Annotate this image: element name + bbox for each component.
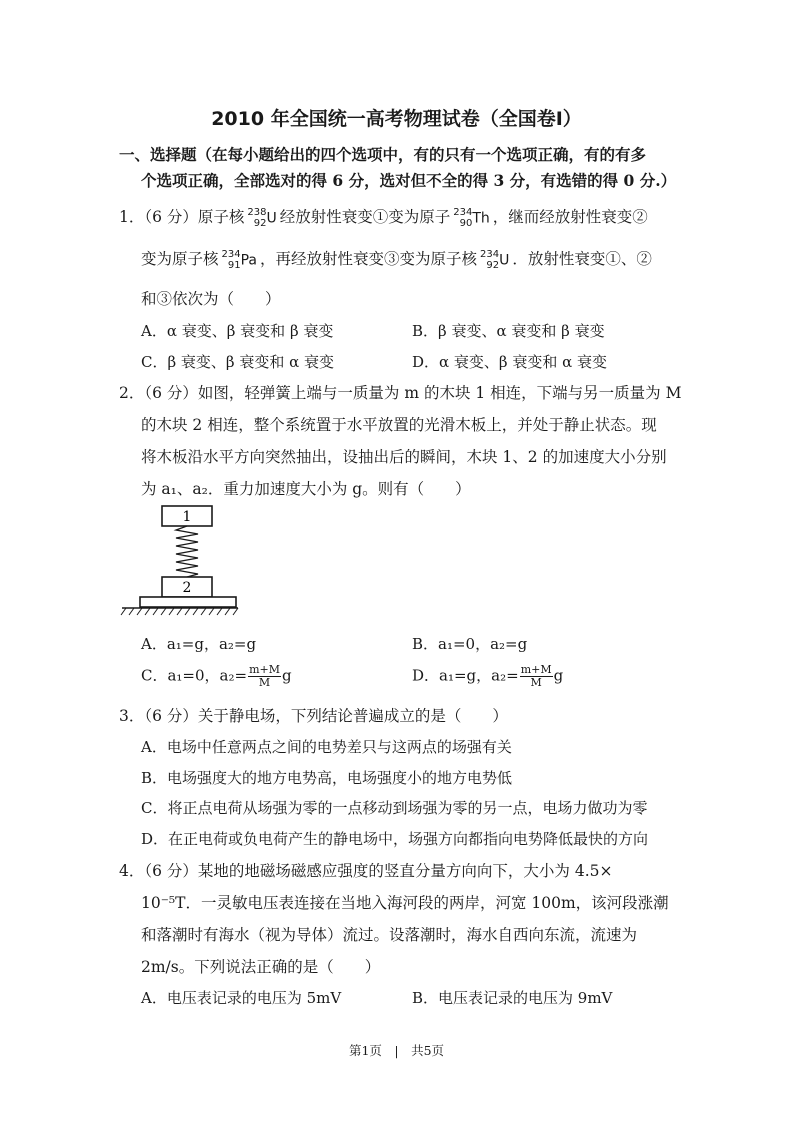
q3-option-d[interactable]: D．在正电荷或负电荷产生的静电场中，场强方向都指向电势降低最快的方向 [141,830,649,848]
section-heading-line-2: 个选项正确，全部选对的得 6 分，选对但不全的得 3 分，有选错的得 0 分.） [141,171,677,190]
q4-option-a[interactable]: A．电压表记录的电压为 5mV [141,989,342,1007]
spring [176,526,198,577]
board [140,597,236,607]
ground-hatch [121,608,238,615]
nuclide-pa234: 234 91 Pa [221,249,258,272]
q3-stem: 3．（6 分）关于静电场，下列结论普遍成立的是（ ） [119,707,508,725]
block-2-label: 2 [182,580,192,596]
q1-line-3: 和③依次为（ ） [141,290,281,308]
fraction: $\frac{m+M}{M}$ [249,663,280,689]
q3-option-c[interactable]: C．将正点电荷从场强为零的一点移动到场强为零的另一点，电场力做功为零 [141,799,648,817]
q1-text-e: ，再经放射性衰变③变为原子核 [260,250,478,268]
q2-line-3: 将木板沿水平方向突然抽出，设抽出后的瞬间，木块 1、2 的加速度大小分别 [141,448,667,466]
q1-option-a[interactable]: A．α 衰变、β 衰变和 β 衰变 [141,322,334,340]
q1-text-d: 变为原子核 [141,250,219,268]
q4-line-2: 10⁻⁵T．一灵敏电压表连接在当地入海河段的两岸，河宽 100m，该河段涨潮 [141,894,669,912]
q1-text-b: 经放射性衰变①变为原子 [279,208,451,226]
q2-line-1: 2．（6 分）如图，轻弹簧上端与一质量为 m 的木块 1 相连，下端与另一质量为 M [119,384,682,402]
spring-blocks-figure [120,504,240,622]
fraction: $\frac{m+M}{M}$ [520,663,552,689]
q2-option-b[interactable]: B．a₁=0，a₂=g [412,635,528,653]
page-title: 2010 年全国统一高考物理试卷（全国卷Ⅰ） [211,108,582,130]
q1-text-f: ．放射性衰变①、② [512,250,652,268]
section-heading [119,142,679,194]
q2-option-c[interactable]: C．a₁=0，a₂= $\frac{m+M}{M}$ g [141,663,292,689]
q2-line-4: 为 a₁、a₂．重力加速度大小为 g。则有（ ） [141,480,471,498]
q2-option-a[interactable]: A．a₁=g，a₂=g [141,635,257,653]
nuclide-th234: 234 90 Th [453,207,490,230]
q1-option-d[interactable]: D．α 衰变、β 衰变和 α 衰变 [412,353,608,371]
q1-text-c: ，继而经放射性衰变② [492,208,648,226]
q1-line-2 [141,248,652,271]
q1-line-1 [119,206,648,229]
q4-line-3: 和落潮时有海水（视为导体）流过。设落潮时，海水自西向东流，流速为 [141,926,638,944]
q2-option-d[interactable]: D．a₁=g，a₂= $\frac{m+M}{M}$ g [412,663,564,689]
block-1-label: 1 [182,509,192,525]
q2-line-2: 的木块 2 相连，整个系统置于水平放置的光滑木板上，并处于静止状态。现 [141,416,657,434]
q1-text-a: 1．（6 分）原子核 [119,208,245,226]
page-footer: 第1页 | 共5页 [348,1043,445,1058]
q4-option-b[interactable]: B．电压表记录的电压为 9mV [412,989,613,1007]
nuclide-u238: 238 92 U [247,207,277,230]
q1-option-b[interactable]: B．β 衰变、α 衰变和 β 衰变 [412,322,605,340]
q3-option-b[interactable]: B．电场强度大的地方电势高，电场强度小的地方电势低 [141,769,513,787]
q4-line-1: 4．（6 分）某地的地磁场磁感应强度的竖直分量方向向下，大小为 4.5× [119,862,613,880]
section-heading-line-1: 一、选择题（在每小题给出的四个选项中，有的只有一个选项正确，有的有多 [119,145,647,164]
q3-option-a[interactable]: A．电场中任意两点之间的电势差只与这两点的场强有关 [141,738,512,756]
q4-line-4: 2m/s。下列说法正确的是（ ） [141,958,381,976]
q1-option-c[interactable]: C．β 衰变、β 衰变和 α 衰变 [141,353,335,371]
nuclide-u234: 234 92 U [480,249,510,272]
